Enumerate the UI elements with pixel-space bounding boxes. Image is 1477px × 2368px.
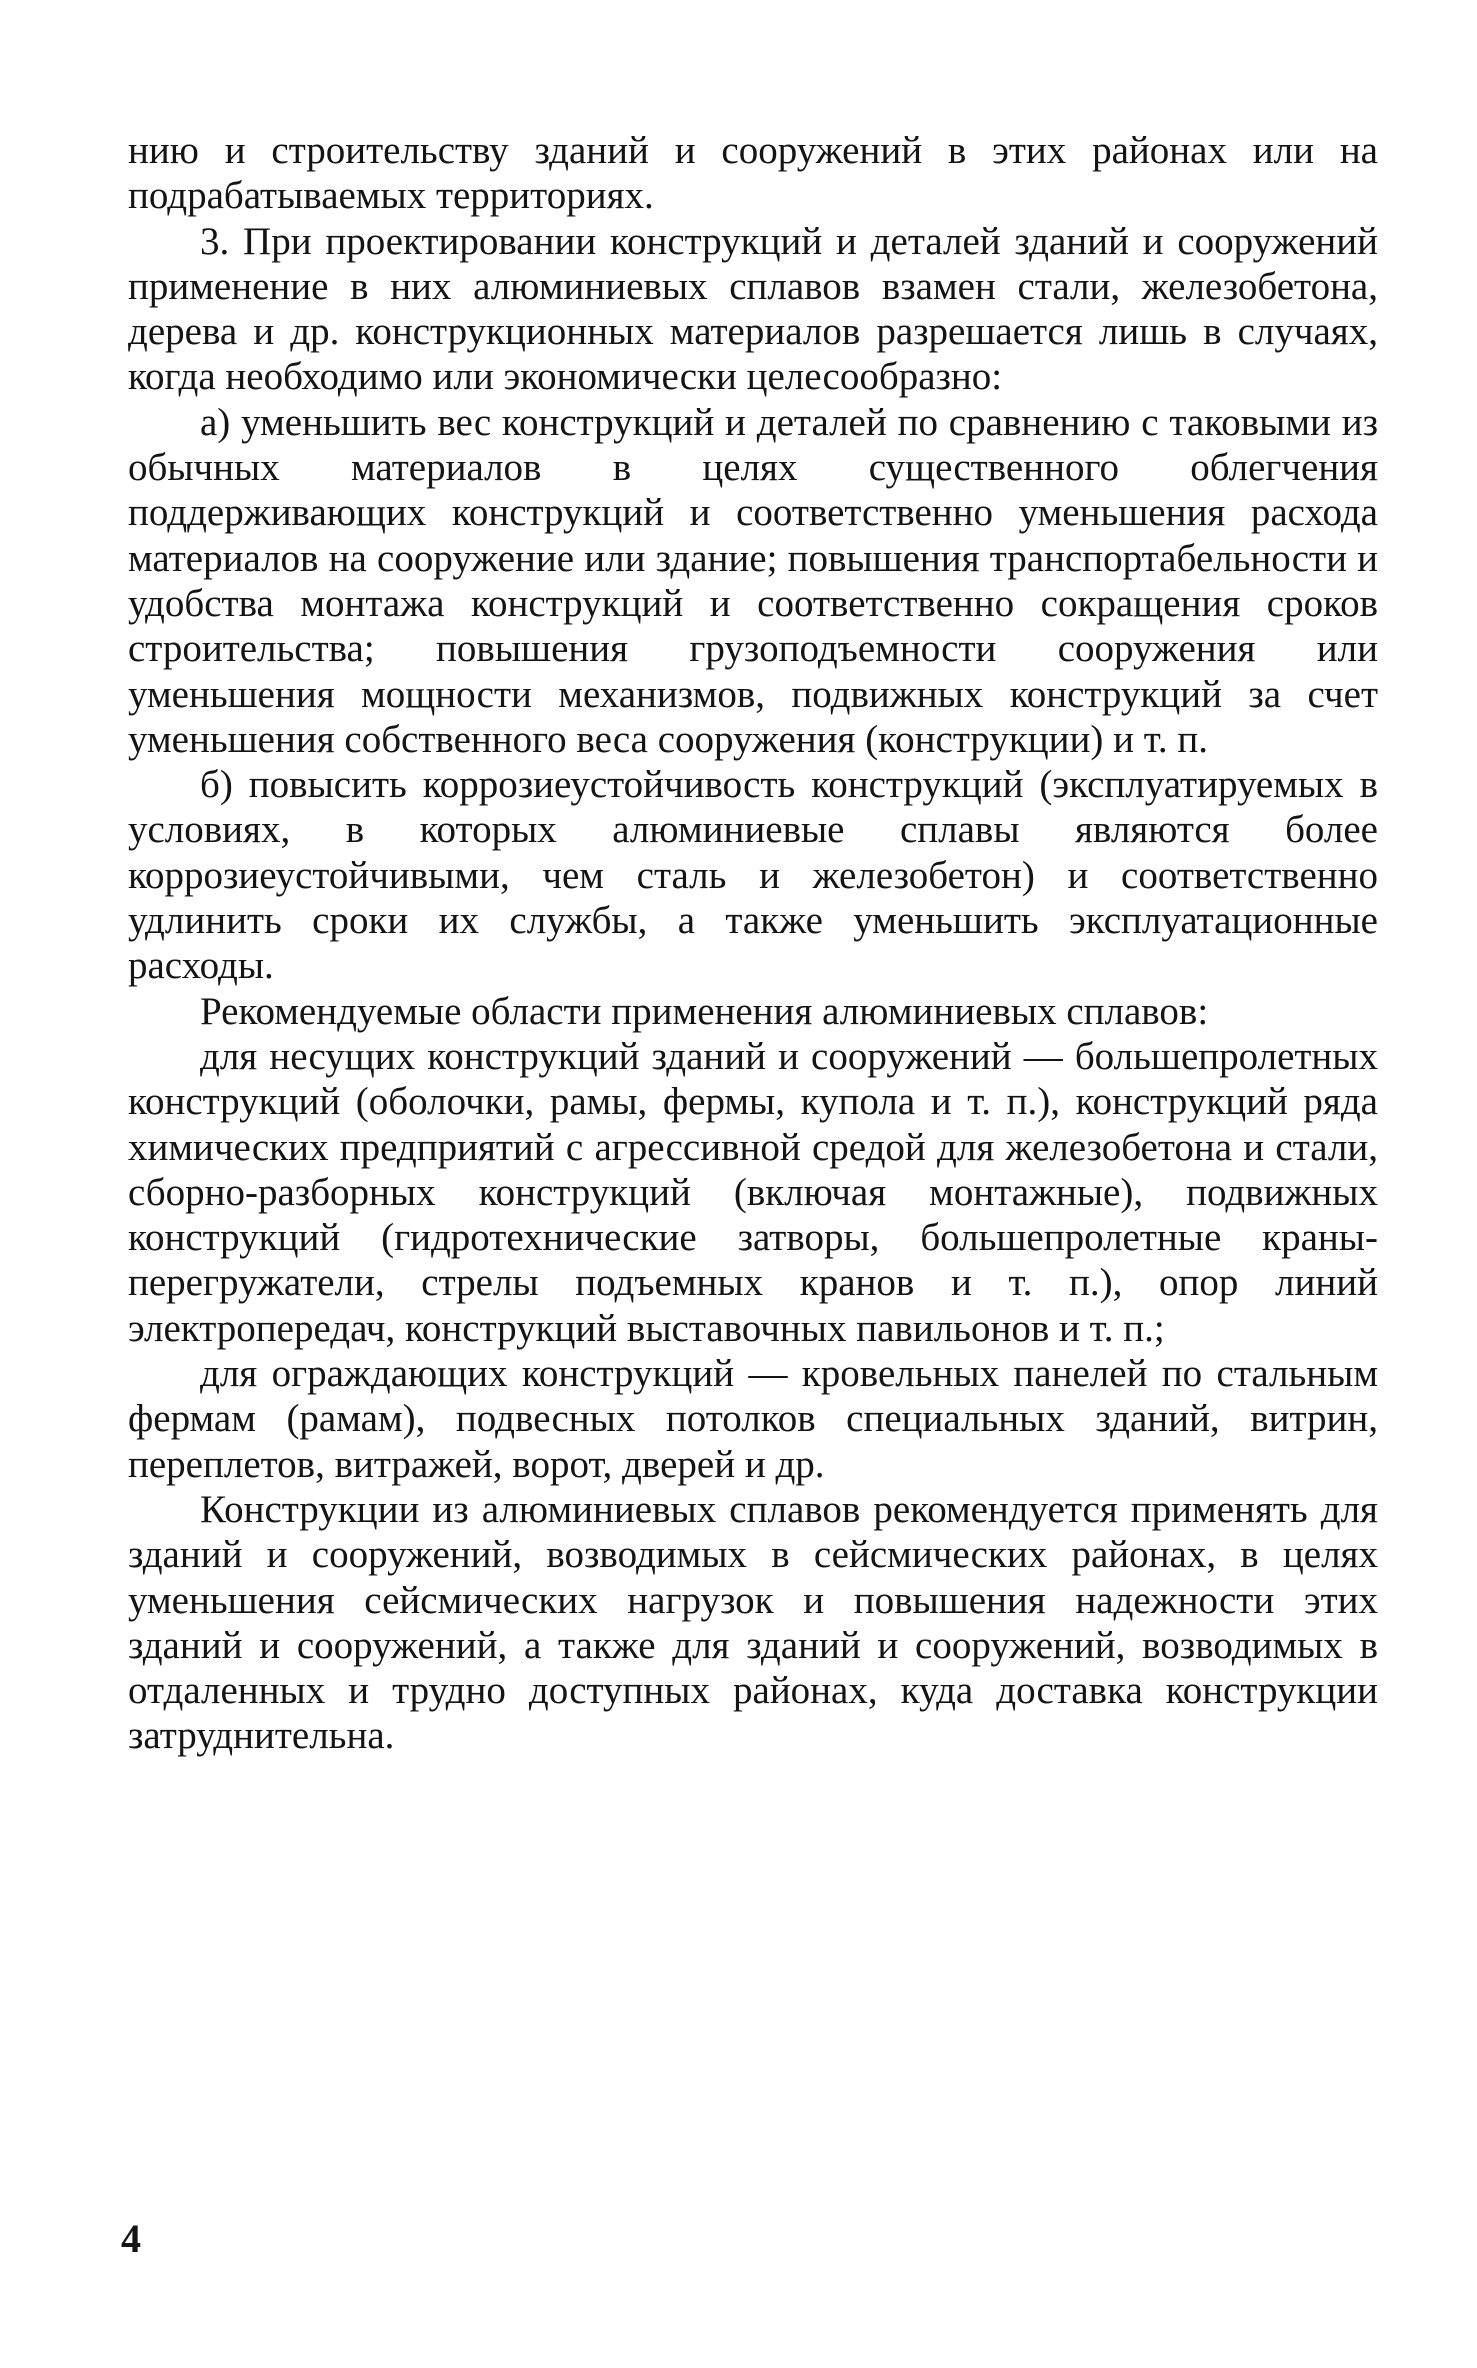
paragraph-clause-3: 3. При проектировании конструкций и деталей зданий и сооружений применение в них алюминиевых сплавов взамен стали, железобетона, дерева и др. конструкционных материалов разрешается лишь в случаях, когда необходимо или экономически целесообразно: — [128, 219, 1378, 399]
page-number: 4 — [121, 2216, 141, 2261]
page-body — [128, 128, 1378, 1759]
paragraph-seismic: Конструкции из алюминиевых сплавов рекомендуется применять для зданий и сооружений, возводимых в сейсмических районах, в целях уменьшения сейсмических нагрузок и повышения надежности этих зданий и сооружений, а также для зданий и сооружений, возводимых в отдаленных и трудно доступных районах, куда доставка конструкции затруднительна. — [128, 1487, 1378, 1758]
paragraph-continuation: нию и строительству зданий и сооружений в этих районах или на подрабатываемых территориях. — [128, 129, 1378, 218]
paragraph-recommended-areas: Рекомендуемые области применения алюминиевых сплавов: — [200, 989, 1209, 1033]
paragraph-enclosing: для ограждающих конструкций — кровельных панелей по стальным фермам (рамам), подвесных потолков специальных зданий, витрин, переплетов, витражей, ворот, дверей и др. — [128, 1352, 1378, 1486]
paragraph-item-b: б) повысить коррозиеустойчивость конструкций (эксплуатируемых в условиях, в которых алюминиевые сплавы являются более коррозиеустойчивыми, чем сталь и железобетон) и соответственно удлинить сроки их службы, а также уменьшить эксплуатационные расходы. — [128, 763, 1378, 988]
paragraph-load-bearing: для несущих конструкций зданий и сооружений — большепролетных конструкций (оболочки, рамы, фермы, купола и т. п.), конструкций ряда химических предприятий с агрессивной средой для железобетона и стали, сборно-разборных конструкций (включая монтажные), подвижных конструкций (гидротехнические затворы, большепролетные краны-перегружатели, стрелы подъемных кранов и т. п.), опор линий электропередач, конструкций выставочных павильонов и т. п.; — [128, 1034, 1378, 1350]
paragraph-item-a: а) уменьшить вес конструкций и деталей по сравнению с таковыми из обычных материалов в целях существенного облегчения поддерживающих конструкций и соответственно уменьшения расхода материалов на сооружение или здание; повышения транспортабельности и удобства монтажа конструкций и соответственно сокращения сроков строительства; повышения грузоподъемности сооружения или уменьшения мощности механизмов, подвижных конструкций за счет уменьшения собственного веса сооружения (конструкции) и т. п. — [128, 400, 1378, 761]
